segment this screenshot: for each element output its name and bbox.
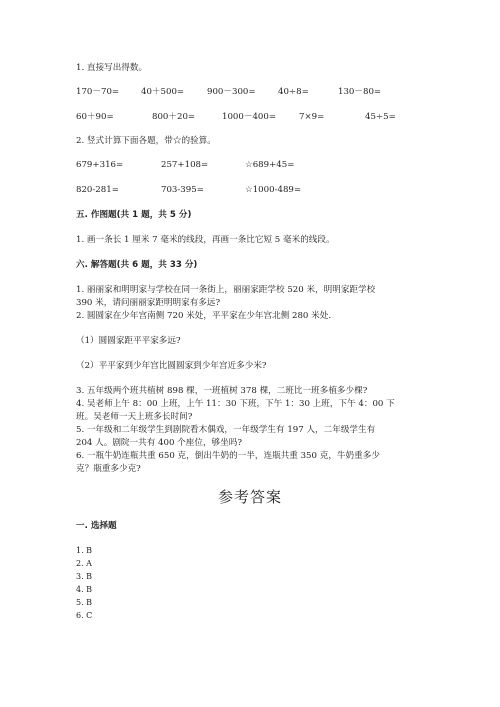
- problem-line: 6. 一瓶牛奶连瓶共重 650 克，倒出牛奶的一半，连瓶共重 350 克，牛奶重多少: [76, 451, 380, 461]
- q1-expr: 7×9=: [299, 112, 325, 122]
- q2-expr: 820-281=: [76, 185, 119, 195]
- sub-question: （2）平平家到少年宫比圆圆家到少年宫近多少米?: [76, 361, 267, 371]
- answer-item: 4. B: [76, 585, 93, 594]
- q1-expr: 170－70=: [76, 87, 120, 97]
- problem-line: 克？瓶重多少克?: [76, 464, 141, 474]
- problem-line: 1. 丽丽家和明明家与学校在同一条街上，丽丽家距学校 520 米，明明家距学校: [76, 285, 376, 295]
- q1-expr: 1000－400=: [222, 112, 277, 122]
- section-5-item: 1. 画一条长 1 厘米 7 毫米的线段，再画一条比它短 5 毫米的线段。: [76, 235, 335, 245]
- answer-item: 5. B: [76, 598, 93, 607]
- q2-heading: 2. 竖式计算下面各题，带☆的验算。: [76, 136, 216, 146]
- problem-line: 3. 五年级两个班共植树 898 棵，一班植树 378 棵，二班比一班多植多少棵?: [76, 386, 368, 396]
- problem-line: 2. 圆圆家在少年宫南侧 720 米处，平平家在少年宫北侧 280 米处.: [76, 311, 332, 321]
- q2-expr: ☆1000-489=: [245, 185, 302, 195]
- sub-question: （1）圆圆家距平平家多远?: [76, 336, 181, 346]
- answer-item: 3. B: [76, 572, 93, 581]
- q1-expr: 130－80=: [338, 87, 382, 97]
- answer-item: 1. B: [76, 546, 93, 555]
- problem-line: 204 人。剧院一共有 400 个座位，够坐吗?: [76, 438, 242, 448]
- section-6-heading: 六. 解答题(共 6 题，共 33 分): [76, 260, 198, 270]
- answer-item: 2. A: [76, 559, 92, 568]
- answers-title: 参考答案: [217, 488, 282, 506]
- problem-line: 班。吴老师一天上班多长时间?: [76, 412, 193, 422]
- section-5-heading: 五. 作图题(共 1 题，共 5 分): [76, 210, 192, 220]
- q1-expr: 40＋500=: [141, 87, 185, 97]
- q2-expr: 703-395=: [161, 185, 204, 195]
- problem-line: 5. 一年级和二年级学生到剧院看木偶戏，一年级学生有 197 人，二年级学生有: [76, 425, 376, 435]
- q2-expr: ☆689+45=: [245, 160, 295, 170]
- answer-item: 6. C: [76, 611, 93, 620]
- q1-expr: 900－300=: [207, 87, 256, 97]
- q2-expr: 257+108=: [161, 160, 209, 170]
- q1-heading: 1. 直接写出得数。: [76, 63, 148, 73]
- problem-line: 390 米，请问丽丽家距明明家有多远?: [76, 298, 221, 308]
- problem-line: 4. 吴老师上午 8：00 上班，上午 11：30 下班，下午 1：30 上班，下午 4：00 下: [76, 399, 395, 409]
- answers-section-heading: 一. 选择题: [76, 521, 117, 531]
- q2-expr: 679+316=: [76, 160, 124, 170]
- q1-expr: 60＋90=: [76, 112, 114, 122]
- q1-expr: 800＋20=: [152, 112, 196, 122]
- q1-expr: 45÷5=: [365, 112, 396, 122]
- q1-expr: 40÷8=: [278, 87, 309, 97]
